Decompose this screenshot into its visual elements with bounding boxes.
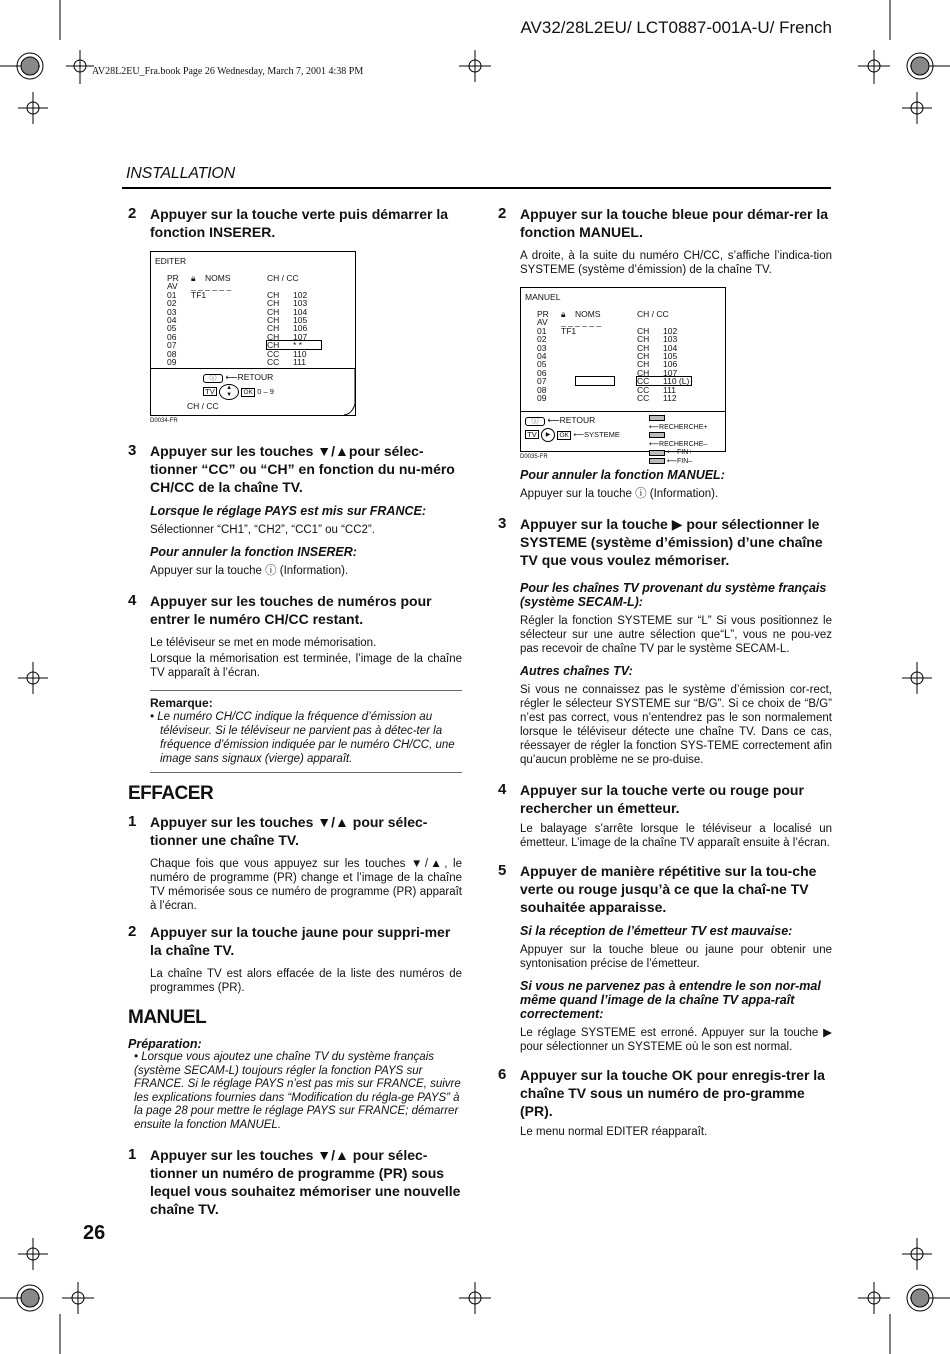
cell-b: 110 (L) <box>663 376 690 387</box>
cell-pr: 03 <box>167 306 177 317</box>
cell-a: CH <box>637 351 650 362</box>
cell-b: * * <box>293 340 302 351</box>
nav-row <box>203 384 274 400</box>
step-2-inserer <box>128 205 462 241</box>
cell-b: 103 <box>293 298 308 309</box>
screen-rows <box>167 282 307 366</box>
cell-b: 106 <box>293 323 308 334</box>
legend-label: ⟵RECHERCHE+ <box>649 423 708 431</box>
cell-name: _ _ _ _ _ _ <box>191 281 232 292</box>
remark-text: • Le numéro CH/CC indique la fréquence d’émission au téléviseur. Si le téléviseur ne parvient pas à détec-ter la fréquence d’émission indiquée par le numéro CH/CC, une image sans signaux (vierge) apparaît. <box>150 711 455 765</box>
manuel-step-3 <box>498 515 832 767</box>
cell-pr: AV <box>167 281 178 292</box>
cell-pr: AV <box>537 317 548 328</box>
cell-b: 102 <box>293 289 308 300</box>
effacer-step-2-text: La chaîne TV est alors effacée de la liste des numéros de programmes (PR). <box>150 968 462 994</box>
text-4b: Lorsque la mémorisation est terminée, l’image de la chaîne TV apparaît à l’écran. <box>150 653 462 679</box>
cell-name <box>191 324 267 332</box>
legend-label: ⟵FIN– <box>667 457 693 465</box>
screen-row <box>167 308 307 316</box>
lock-icon: 🔒︎ <box>191 273 196 283</box>
cell-a: CH <box>267 331 280 342</box>
cell-pr: 05 <box>537 359 547 370</box>
step-heading: Appuyer sur la touche verte ou rouge pour rechercher un émetteur. <box>520 782 804 816</box>
effacer-step-2 <box>128 923 462 995</box>
screen-header-row <box>167 274 307 282</box>
cell-pr: 01 <box>167 289 177 300</box>
screen-title: MANUEL <box>525 292 561 302</box>
step-4-numbers <box>128 592 462 680</box>
step-number: 4 <box>498 781 507 798</box>
effacer-step-1 <box>128 813 462 913</box>
cell-pr: 08 <box>167 348 177 359</box>
legend-swatch <box>649 415 665 421</box>
subheading-cancel: Pour annuler la fonction MANUEL: <box>520 468 725 482</box>
text-bad-reception: Appuyer sur la touche bleue ou jaune pour obtenir une syntonisation précise de l’émetteur. <box>520 944 832 970</box>
cell-b: 105 <box>293 315 308 326</box>
chcc-footer-label: CH / CC <box>187 401 219 411</box>
retour-row: ⓘ ⟵RETOUR <box>203 373 273 383</box>
right-column <box>498 205 832 1149</box>
legend-swatch <box>649 432 665 438</box>
cell-a: CH <box>637 359 650 370</box>
cell-name <box>191 308 267 316</box>
col-noms: NOMS <box>205 273 231 283</box>
screen-row <box>167 316 307 324</box>
step-heading: Appuyer sur les touches ▼/▲pour sélec-tionner “CC” ou “CH” en fonction du nu-méro CH/CC de la chaîne TV. <box>150 443 455 495</box>
step-number: 3 <box>128 442 137 459</box>
step-number: 2 <box>498 205 507 222</box>
legend-item <box>649 458 725 467</box>
retour-label: RETOUR <box>237 372 274 382</box>
subheading-pays: Lorsque le réglage PAYS est mis sur FRANCE: <box>150 504 426 518</box>
step-6-text: Le menu normal EDITER réapparaît. <box>520 1126 708 1138</box>
name-entry-box <box>575 376 615 386</box>
step-number: 6 <box>498 1066 507 1083</box>
subheading-sound: Si vous ne parvenez pas à entendre le son nor-mal même quand l’image de la chaîne TV appa-raît correctement: <box>520 979 821 1021</box>
text-cancel: Appuyer sur la touche ⓘ (Information). <box>520 488 719 500</box>
cell-b: 107 <box>663 367 678 378</box>
ok-button-icon: OK <box>241 388 255 397</box>
cell-b: 111 <box>663 384 676 395</box>
selection-box <box>636 376 692 386</box>
cell-name <box>191 358 267 366</box>
doc-reference: AV32/28L2EU/ LCT0887-001A-U/ French <box>520 18 832 37</box>
left-column <box>128 205 462 1228</box>
cell-b: 104 <box>293 306 308 317</box>
step-number: 4 <box>128 592 137 609</box>
cell-a: CC <box>637 393 650 404</box>
screen-row <box>537 394 689 402</box>
cell-a: CH <box>637 342 650 353</box>
cell-name <box>191 333 267 341</box>
editer-screen <box>150 251 356 416</box>
info-icon: ⓘ <box>203 374 223 383</box>
manuel-step-1 <box>128 1146 462 1218</box>
cell-name <box>561 394 637 402</box>
legend-label: ⟵FIN+ <box>667 449 693 457</box>
header-rule <box>122 187 831 189</box>
cell-a: CH <box>637 325 650 336</box>
cell-a: CH <box>267 306 280 317</box>
cell-b: 106 <box>663 359 678 370</box>
legend-label: ⟵RECHERCHE– <box>649 440 708 448</box>
ok-button-icon: OK <box>557 431 571 440</box>
cell-pr: 01 <box>537 325 547 336</box>
screen-row <box>167 291 307 299</box>
section-label: INSTALLATION <box>126 165 236 182</box>
range-label: 0 – 9 <box>257 386 274 396</box>
text-sound: Le réglage SYSTEME est erroné. Appuyer sur la touche ▶ pour sélectionner un SYSTEME où le son est normal. <box>520 1027 832 1053</box>
step-heading: Appuyer sur la touche OK pour enregis-trer la chaîne TV sous un numéro de pro-gramme (PR). <box>520 1067 825 1119</box>
screen-footer <box>151 368 355 415</box>
cell-name <box>191 350 267 358</box>
cell-pr: 03 <box>537 342 547 353</box>
cell-pr: 08 <box>537 384 547 395</box>
step-2-text: A droite, à la suite du numéro CH/CC, s’affiche l’indica-tion SYSTEME (système d’émission) de la chaîne TV. <box>520 250 832 276</box>
manuel-step-6 <box>498 1066 832 1139</box>
cell-a: CH <box>267 323 280 334</box>
text-cancel: Appuyer sur la touche ⓘ (Information). <box>150 565 349 577</box>
figure-id: D0034-FR <box>150 418 178 424</box>
screen-row <box>537 377 689 385</box>
color-legend <box>649 415 725 467</box>
info-icon: ⓘ <box>525 417 545 426</box>
cell-name: _ _ _ _ _ _ <box>561 317 602 328</box>
cell-a: CC <box>637 384 650 395</box>
screen-row <box>167 358 307 366</box>
screen-table <box>167 274 307 366</box>
cell-name: TF1 <box>191 289 207 300</box>
text-pays: Sélectionner “CH1”, “CH2”, “CC1” ou “CC2”. <box>150 524 375 536</box>
legend-item <box>649 432 725 449</box>
step-heading: Appuyer sur la touche jaune pour suppri-mer la chaîne TV. <box>150 924 451 958</box>
nav-row: TV ▶ OK ⟵SYSTEME <box>525 428 620 442</box>
cell-a: CC <box>637 376 650 387</box>
cell-name <box>561 352 637 360</box>
cell-a: CH <box>267 340 280 351</box>
retour-label: RETOUR <box>559 415 596 425</box>
step-3-cc-ch <box>128 442 462 578</box>
text-secam: Régler la fonction SYSTEME sur “L” Si vous positionnez le sélecteur sur une autre sélection que“L”, vous ne pou-vez pas recevoir de chaîne TV par le système SECAM-L. <box>520 615 832 655</box>
screen-header-row <box>537 310 689 318</box>
cell-b: 105 <box>663 351 678 362</box>
screen-row <box>167 350 307 358</box>
cell-name <box>191 316 267 324</box>
cell-pr: 06 <box>537 367 547 378</box>
screen-corner <box>344 368 356 416</box>
col-chcc: CH / CC <box>637 309 669 319</box>
cell-pr: 07 <box>537 376 547 387</box>
step-number: 1 <box>128 1146 137 1163</box>
cell-a: CC <box>267 348 280 359</box>
screen-row <box>167 324 307 332</box>
step-heading: Appuyer sur la touche ▶ pour sélectionner le SYSTEME (système d’émission) d’une chaîne TV que vous voulez mémoriser. <box>520 516 823 568</box>
cell-name: TF1 <box>561 325 577 336</box>
cell-a: CH <box>637 334 650 345</box>
step-number: 3 <box>498 515 507 532</box>
file-line: AV28L2EU_Fra.book Page 26 Wednesday, March 7, 2001 4:38 PM <box>92 66 364 77</box>
remark-box <box>150 690 462 773</box>
cell-a: CH <box>267 298 280 309</box>
screen-row <box>167 282 307 290</box>
cell-a: CC <box>267 357 280 368</box>
step-heading: Appuyer de manière répétitive sur la tou-che verte ou rouge jusqu’à ce que la chaî-ne TV souhaitée apparaisse. <box>520 863 817 915</box>
effacer-title: EFFACER <box>128 783 214 804</box>
text-other: Si vous ne connaissez pas le système d’émission cor-rect, régler le sélecteur SYSTEME sur “B/G”. Si ce choix de “B/G” n’est pas correct, vous n’entendrez pas le son normalement lorsque le téléviseur détecte une chaîne TV. Dans ce cas, réessayer de régler la fonction SYS-TEME correctement afin qu’aucun problème ne se pro-duise. <box>520 684 832 766</box>
manuel-step-5 <box>498 862 832 1054</box>
page-number: 26 <box>83 1222 106 1244</box>
cell-b: 111 <box>293 357 306 368</box>
tv-button-icon: TV <box>525 430 539 439</box>
step-heading: Appuyer sur la touche verte puis démarrer la fonction INSERER. <box>150 206 448 240</box>
step-4-text: Le balayage s’arrête lorsque le téléviseur a localisé un émetteur. L’image de la chaîne TV apparaît ensuite à l’écran. <box>520 823 832 849</box>
subheading-cancel: Pour annuler la fonction INSERER: <box>150 545 357 559</box>
legend-swatch <box>649 458 665 464</box>
cell-name <box>561 344 637 352</box>
retour-row: ⓘ ⟵RETOUR <box>525 416 595 426</box>
effacer-step-1-text: Chaque fois que vous appuyez sur les touches ▼/▲, le numéro de programme (PR) change et l’image de la chaîne TV mémorisée sous ce numéro de programme (PR) apparaît à l’écran. <box>150 858 462 912</box>
legend-swatch <box>649 450 665 456</box>
cell-pr: 09 <box>167 357 177 368</box>
screen-table <box>537 310 689 402</box>
lock-icon: 🔒︎ <box>561 309 566 319</box>
cell-name <box>191 299 267 307</box>
cell-pr: 02 <box>167 298 177 309</box>
systeme-label: SYSTEME <box>584 429 620 439</box>
cell-pr: 09 <box>537 393 547 404</box>
subheading-secam: Pour les chaînes TV provenant du système français (système SECAM-L): <box>520 581 827 609</box>
cell-a: CH <box>267 289 280 300</box>
text-4a: Le téléviseur se met en mode mémorisation. <box>150 637 377 649</box>
cell-b: 110 <box>293 348 307 359</box>
subheading-other: Autres chaînes TV: <box>520 664 633 678</box>
cell-b: 112 <box>663 393 677 404</box>
cell-name <box>191 341 267 349</box>
step-heading: Appuyer sur les touches ▼/▲ pour sélec-tionner une chaîne TV. <box>150 814 428 848</box>
step-heading: Appuyer sur la touche bleue pour démar-rer la fonction MANUEL. <box>520 206 829 240</box>
preparation-title: Préparation: <box>128 1037 202 1051</box>
subheading-bad-reception: Si la réception de l’émetteur TV est mauvaise: <box>520 924 793 938</box>
screen-row <box>167 299 307 307</box>
step-number: 1 <box>128 813 137 830</box>
remark-title: Remarque: <box>150 696 213 710</box>
cancel-manuel-block <box>498 468 832 501</box>
cell-pr: 04 <box>537 351 547 362</box>
dpad-icon: ▲ ▼ <box>219 384 239 400</box>
cell-pr: 07 <box>167 340 177 351</box>
manuel-title: MANUEL <box>128 1007 207 1028</box>
step-heading: Appuyer sur les touches ▼/▲ pour sélec-tionner un numéro de programme (PR) sous lequel vous souhaitez mémoriser une nouvelle chaîne TV. <box>150 1147 461 1217</box>
step-number: 2 <box>128 923 137 940</box>
legend-item <box>649 449 725 458</box>
figure-id: D0035-FR <box>520 454 548 460</box>
col-pr: PR <box>167 273 179 283</box>
cell-b: 103 <box>663 334 678 345</box>
col-chcc: CH / CC <box>267 273 299 283</box>
preparation-text: • Lorsque vous ajoutez une chaîne TV du système français (système SECAM-L) toujours régler la fonction PAYS sur FRANCE. Si le réglage PAYS n’est pas mis sur FRANCE, suivre les explications fournies dans “Modification du régla-ge PAYS” à la page 28 pour mettre le réglage PAYS sur FRANCE; démarrer ensuite la fonction MANUEL. <box>134 1051 461 1131</box>
step-heading: Appuyer sur les touches de numéros pour entrer le numéro CH/CC restant. <box>150 593 432 627</box>
col-pr: PR <box>537 309 549 319</box>
cell-a: CH <box>267 315 280 326</box>
manuel-step-2 <box>498 205 832 277</box>
col-noms: NOMS <box>575 309 601 319</box>
right-arrow-icon: ▶ <box>541 428 555 442</box>
cell-name <box>561 335 637 343</box>
cell-b: 107 <box>293 331 308 342</box>
legend-item <box>649 415 725 432</box>
cell-pr: 02 <box>537 334 547 345</box>
cell-pr: 04 <box>167 315 177 326</box>
cell-b: 102 <box>663 325 678 336</box>
tv-button-icon: TV <box>203 387 217 396</box>
cell-pr: 05 <box>167 323 177 334</box>
cell-pr: 06 <box>167 331 177 342</box>
cell-name <box>561 360 637 368</box>
screen-title: EDITER <box>155 256 187 266</box>
cell-a: CH <box>637 367 650 378</box>
screen-row <box>167 341 307 349</box>
screen-rows <box>537 318 689 402</box>
cell-name <box>561 386 637 394</box>
manuel-step-4 <box>498 781 832 850</box>
selection-box <box>266 340 322 350</box>
step-number: 2 <box>128 205 137 222</box>
step-number: 5 <box>498 862 507 879</box>
cell-b: 104 <box>663 342 678 353</box>
